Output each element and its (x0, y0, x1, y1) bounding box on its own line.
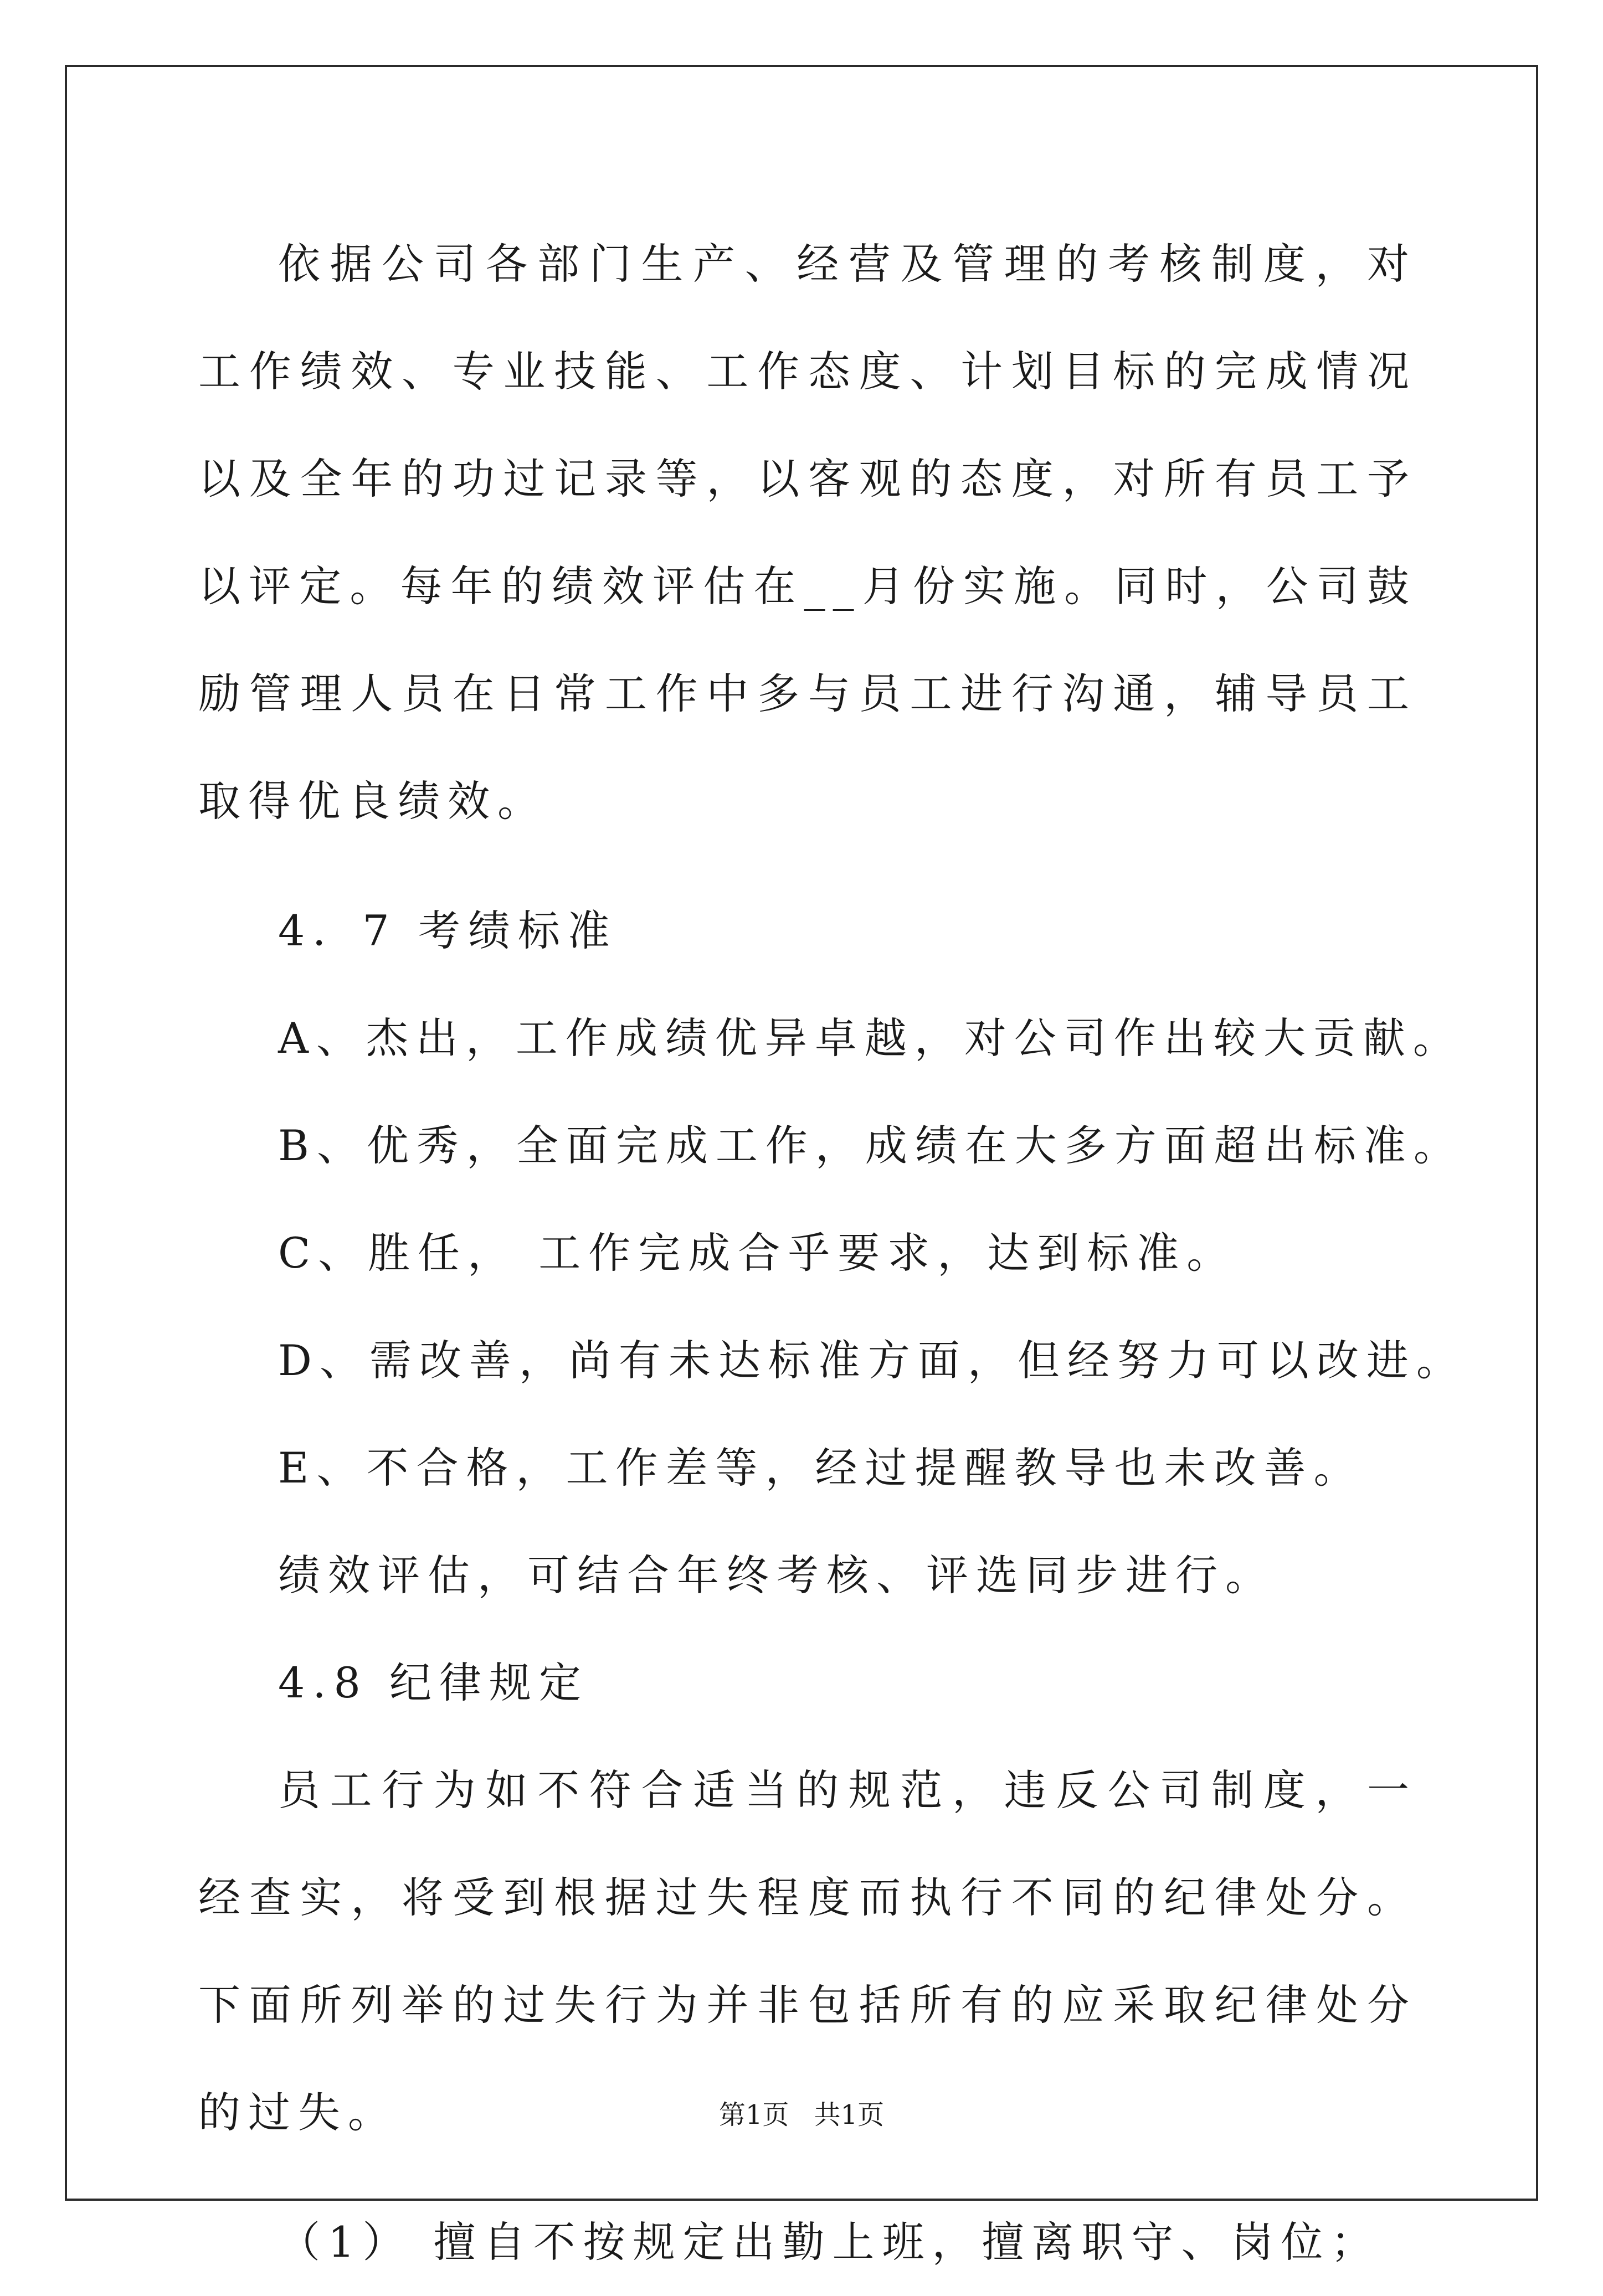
grade-d: D、需改善，尚有未达标准方面，但经努力可以改进。 (278, 1336, 1466, 1385)
discipline-item-1: （1） 擅自不按规定出勤上班，擅离职守、岗位； (278, 2217, 1381, 2267)
grade-b: B、优秀，全面完成工作，成绩在大多方面超出标准。 (278, 1121, 1463, 1170)
paragraph-discipline: 员工行为如不符合适当的规范，违反公司制度，一经查实，将受到根据过失程度而执行不同的纪律处分。下面所列举的过失行为并非包括所有的应采取纪律处分的过失。 (198, 1765, 1417, 2137)
paragraph-evaluation-note: 绩效评估，可结合年终考核、评选同步进行。 (278, 1551, 1275, 1600)
heading-4-8: 4.8 纪律规定 (278, 1658, 589, 1707)
grade-a: A、杰出，工作成绩优异卓越，对公司作出较大贡献。 (278, 1013, 1463, 1063)
document-body (198, 210, 1466, 2296)
grade-c: C、胜任， 工作完成合乎要求，达到标准。 (278, 1228, 1237, 1278)
page-footer: 第1页 共1页 (718, 2099, 885, 2130)
grade-e: E、不合格，工作差等，经过提醒教导也未改善。 (278, 1443, 1364, 1492)
heading-4-7: 4．7 考绩标准 (278, 906, 618, 955)
paragraph-performance-evaluation: 依据公司各部门生产、经营及管理的考核制度，对工作绩效、专业技能、工作态度、计划目标的完成情况以及全年的功过记录等，以客观的态度，对所有员工予以评定。每年的绩效评估在__月份实施。同时，公司鼓励管理人员在日常工作中多与员工进行沟通，辅导员工取得优良绩效。 (198, 239, 1417, 826)
